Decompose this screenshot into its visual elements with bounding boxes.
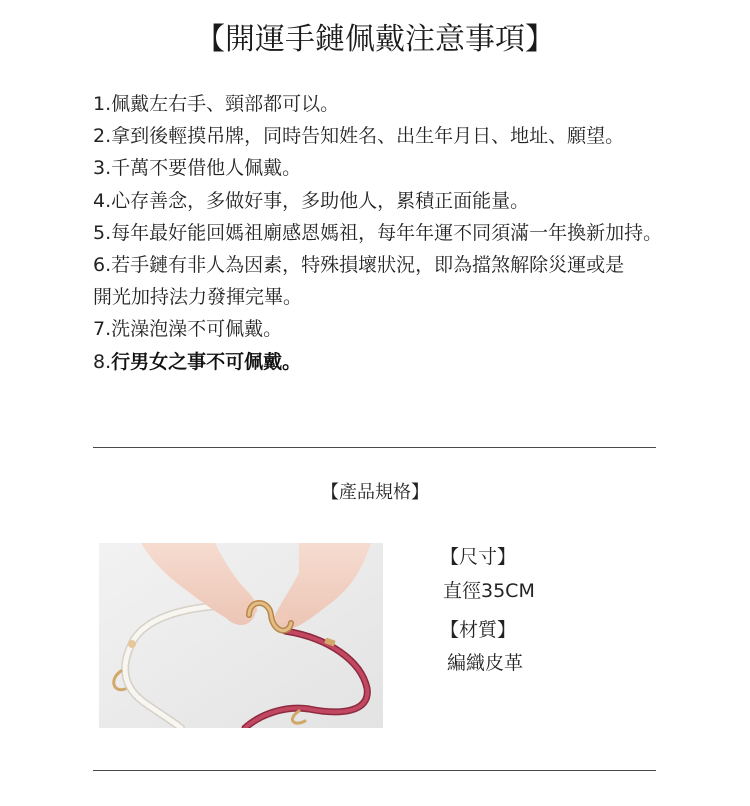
- note-item-1: [93, 88, 713, 120]
- note-text: 千萬不要借他人佩戴。: [111, 157, 302, 180]
- bracelet-hands-illustration: [99, 543, 383, 728]
- note-text: 心存善念，多做好事，多助他人，累積正面能量。: [111, 189, 530, 212]
- note-item-6-continuation: [93, 281, 713, 313]
- note-number: 7.: [93, 318, 112, 341]
- note-number: 1.: [93, 93, 112, 115]
- section-divider-bottom: [93, 770, 656, 771]
- note-number: 6.: [93, 253, 112, 276]
- size-label: 【尺寸】: [440, 546, 517, 568]
- material-value: 編織皮革: [447, 652, 524, 674]
- note-text: 拿到後輕摸吊牌，同時告知姓名、出生年月日、地址、願望。: [111, 125, 625, 148]
- product-photo: [99, 543, 383, 728]
- note-text-emphasis: 行男女之事不可佩戴。: [111, 350, 302, 373]
- size-value: 直徑35CM: [443, 580, 535, 602]
- note-text: 洗澡泡澡不可佩戴。: [111, 318, 283, 341]
- section-divider-top: [93, 447, 656, 448]
- note-item-7: [93, 313, 713, 345]
- note-text: 佩戴左右手、頸部都可以。: [111, 93, 340, 115]
- note-number: 3.: [93, 157, 112, 180]
- note-number: 4.: [93, 189, 112, 212]
- note-item-3: [93, 152, 713, 184]
- note-item-6: [93, 249, 713, 281]
- note-item-5: [93, 217, 713, 249]
- note-text: 每年最好能回媽祖廟感恩媽祖，每年年運不同須滿一年換新加持。: [111, 221, 663, 244]
- note-number: 5.: [93, 221, 112, 244]
- note-number: 2.: [93, 125, 112, 148]
- material-label: 【材質】: [440, 619, 517, 641]
- note-text: 若手鏈有非人為因素，特殊損壞狀況，即為擋煞解除災運或是: [111, 253, 625, 276]
- note-item-4: [93, 185, 713, 217]
- page-title: 【開運手鏈佩戴注意事項】: [195, 22, 555, 57]
- specs-heading: 【產品規格】: [321, 482, 429, 503]
- note-text-continuation: 開光加持法力發揮完畢。: [93, 286, 303, 309]
- wearing-notes-list: [93, 88, 713, 378]
- note-item-2: [93, 120, 713, 152]
- note-number: 8.: [93, 350, 112, 373]
- note-item-8: [93, 346, 713, 378]
